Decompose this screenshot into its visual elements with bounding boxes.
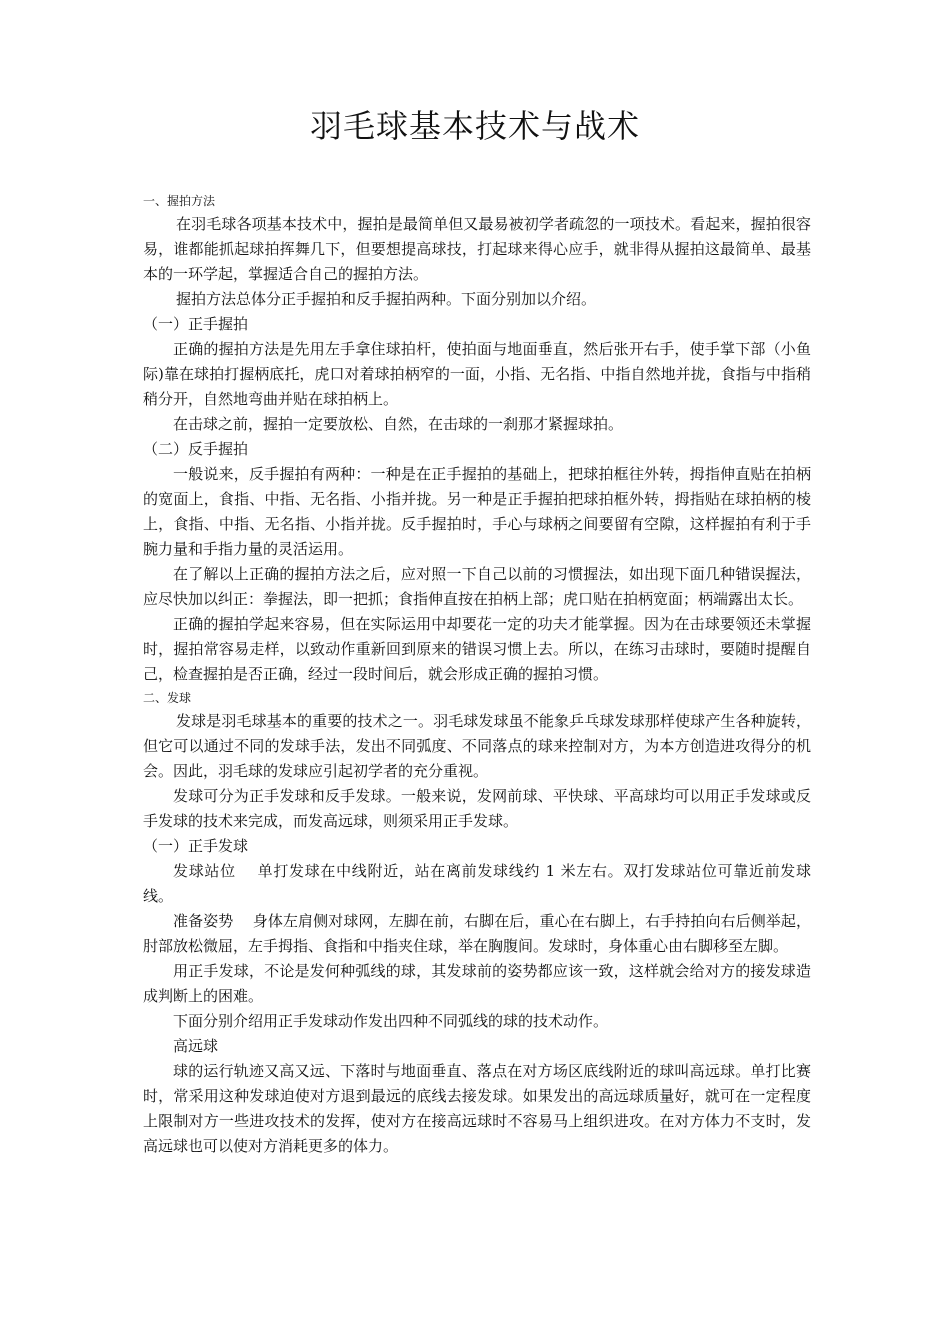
paragraph: 用正手发球，不论是发何种弧线的球，其发球前的姿势都应该一致，这样就会给对方的接发球造成判断上的困难。 xyxy=(143,962,811,1005)
paragraph: 球的运行轨迹又高又远、下落时与地面垂直、落点在对方场区底线附近的球叫高远球。单打比赛时，常采用这种发球迫使对方退到最远的底线去接发球。如果发出的高远球质量好，就可在一定程度上限制对方一些进攻技术的发挥，使对方在接高远球时不容易马上组织进攻。在对方体力不支时，发高远球也可以使对方消耗更多的体力。 xyxy=(143,1062,811,1155)
paragraph: 一般说来，反手握拍有两种：一种是在正手握拍的基础上，把球拍框往外转，拇指伸直贴在拍柄的宽面上，食指、中指、无名指、小指并拢。另一种是正手握拍把球拍框外转，拇指贴在球拍柄的棱上，食指、中指、无名指、小指并拢。反手握拍时，手心与球柄之间要留有空隙，这样握拍有利于手腕力量和手指力量的灵活运用。 xyxy=(143,465,811,558)
paragraph: 在羽毛球各项基本技术中，握拍是最简单但又最易被初学者疏忽的一项技术。看起来，握拍很容易，谁都能抓起球拍挥舞几下，但要想提高球技，打起球来得心应手，就非得从握拍这最简单、最基本的一环学起，掌握适合自己的握拍方法。 xyxy=(143,215,811,283)
subsection-heading-backhand-grip: （二）反手握拍 xyxy=(143,440,249,458)
document-title: 羽毛球基本技术与战术 xyxy=(309,107,640,145)
term-text: 单打发球在中线附近，站在离前发球线约 1 米左右。双打发球站位可靠近前发球线。 xyxy=(143,862,811,905)
paragraph: 发球可分为正手发球和反手发球。一般来说，发网前球、平快球、平高球均可以用正手发球或反手发球的技术来完成，而发高远球，则须采用正手发球。 xyxy=(143,787,811,830)
paragraph: 发球是羽毛球基本的重要的技术之一。羽毛球发球虽不能象乒乓球发球那样使球产生各种旋转，但它可以通过不同的发球手法，发出不同弧度、不同落点的球来控制对方，为本方创造进攻得分的机会。因此，羽毛球的发球应引起初学者的充分重视。 xyxy=(143,712,811,780)
paragraph-ready-stance xyxy=(143,909,811,959)
paragraph: 在击球之前，握拍一定要放松、自然，在击球的一刹那才紧握球拍。 xyxy=(173,415,624,433)
paragraph-serve-stance xyxy=(143,859,811,909)
paragraph: 在了解以上正确的握拍方法之后，应对照一下自己以前的习惯握法，如出现下面几种错误握法，应尽快加以纠正：拳握法，即一把抓；食指伸直按在拍柄上部；虎口贴在拍柄宽面；柄端露出太长。 xyxy=(143,565,811,608)
section-heading-grip: 一、握拍方法 xyxy=(143,194,216,208)
paragraph: 下面分别介绍用正手发球动作发出四种不同弧线的球的技术动作。 xyxy=(173,1012,609,1030)
term-label: 发球站位 xyxy=(173,862,236,880)
paragraph: 握拍方法总体分正手握拍和反手握拍两种。下面分别加以介绍。 xyxy=(176,290,597,308)
paragraph: 正确的握拍方法是先用左手拿住球拍杆，使拍面与地面垂直，然后张开右手，使手掌下部（小鱼际)靠在球拍打握柄底托，虎口对着球拍柄窄的一面，小指、无名指、中指自然地并拢，食指与中指稍稍分开，自然地弯曲并贴在球拍柄上。 xyxy=(143,340,811,408)
term-label: 准备姿势 xyxy=(173,912,234,930)
subsection-heading-forehand-serve: （一）正手发球 xyxy=(143,837,249,855)
subheading-high-clear: 高远球 xyxy=(173,1037,219,1055)
term-text: 身体左肩侧对球网，左脚在前，右脚在后，重心在右脚上，右手持拍向右后侧举起，肘部放松微屈，左手拇指、食指和中指夹住球，举在胸腹间。发球时，身体重心由右脚移至左脚。 xyxy=(143,912,811,955)
document-body xyxy=(143,190,811,1159)
paragraph: 正确的握拍学起来容易，但在实际运用中却要花一定的功夫才能掌握。因为在击球要领还未掌握时，握拍常容易走样，以致动作重新回到原来的错误习惯上去。所以，在练习击球时，要随时提醒自己，检查握拍是否正确，经过一段时间后，就会形成正确的握拍习惯。 xyxy=(143,615,811,683)
subsection-heading-forehand-grip: （一）正手握拍 xyxy=(143,315,249,333)
section-heading-serve: 二、发球 xyxy=(143,691,192,705)
